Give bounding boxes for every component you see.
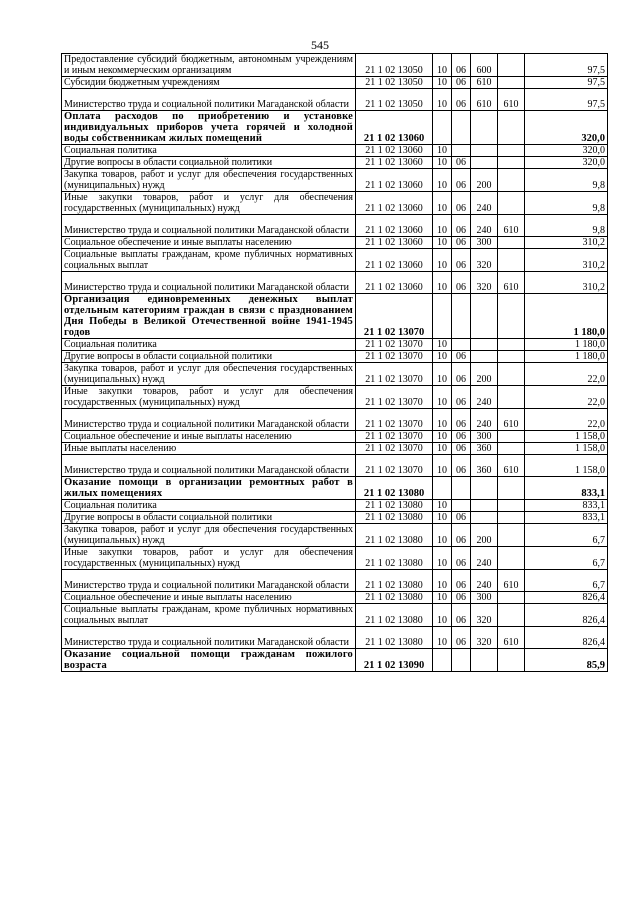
subsection-code-cell [452,339,471,351]
expense-type-code-cell: 200 [471,169,498,192]
section-code-cell: 10 [433,272,452,294]
expense-type-code-cell: 320 [471,627,498,649]
table-row [62,145,608,157]
subsection-code-cell: 06 [452,237,471,249]
expense-type-code-cell [471,512,498,524]
section-code-cell: 10 [433,192,452,215]
table-row [62,627,608,649]
table-row [62,363,608,386]
table-row [62,111,608,145]
administrator-code-cell [498,157,525,169]
section-code-cell [433,477,452,500]
target-code-cell: 21 1 02 13060 [356,145,433,157]
section-code-cell: 10 [433,249,452,272]
table-row [62,604,608,627]
row-name-cell: Предоставление субсидий бюджетным, автономным учреждениям и иным некоммерческим организациям [62,54,356,77]
subsection-code-cell: 06 [452,363,471,386]
section-code-cell [433,111,452,145]
subsection-code-cell: 06 [452,157,471,169]
row-name-cell: Другие вопросы в области социальной политики [62,351,356,363]
table-row [62,157,608,169]
target-code-cell: 21 1 02 13060 [356,169,433,192]
row-name-cell: Министерство труда и социальной политики Магаданской области [62,570,356,592]
section-code-cell: 10 [433,169,452,192]
amount-cell: 1 158,0 [525,443,608,455]
amount-cell: 833,1 [525,512,608,524]
administrator-code-cell: 610 [498,570,525,592]
target-code-cell: 21 1 02 13050 [356,77,433,89]
expense-type-code-cell [471,339,498,351]
administrator-code-cell: 610 [498,89,525,111]
target-code-cell: 21 1 02 13060 [356,111,433,145]
amount-cell: 826,4 [525,604,608,627]
subsection-code-cell [452,145,471,157]
expense-type-code-cell: 320 [471,272,498,294]
administrator-code-cell: 610 [498,272,525,294]
expense-type-code-cell: 240 [471,409,498,431]
amount-cell: 6,7 [525,524,608,547]
row-name-cell: Иные закупки товаров, работ и услуг для обеспечения государственных (муниципальных) нужд [62,547,356,570]
section-code-cell: 10 [433,547,452,570]
expense-type-code-cell [471,157,498,169]
subsection-code-cell: 06 [452,77,471,89]
amount-cell: 6,7 [525,570,608,592]
amount-cell: 22,0 [525,409,608,431]
administrator-code-cell [498,54,525,77]
subsection-code-cell: 06 [452,627,471,649]
table-row [62,351,608,363]
row-name-cell: Закупка товаров, работ и услуг для обеспечения государственных (муниципальных) нужд [62,169,356,192]
table-row [62,339,608,351]
expense-type-code-cell: 300 [471,431,498,443]
target-code-cell: 21 1 02 13080 [356,512,433,524]
subsection-code-cell [452,477,471,500]
administrator-code-cell: 610 [498,627,525,649]
row-name-cell: Министерство труда и социальной политики Магаданской области [62,215,356,237]
administrator-code-cell [498,294,525,339]
administrator-code-cell [498,145,525,157]
row-name-cell: Иные закупки товаров, работ и услуг для обеспечения государственных (муниципальных) нужд [62,192,356,215]
subsection-code-cell: 06 [452,512,471,524]
target-code-cell: 21 1 02 13060 [356,215,433,237]
target-code-cell: 21 1 02 13080 [356,524,433,547]
section-code-cell: 10 [433,409,452,431]
subsection-code-cell: 06 [452,592,471,604]
section-code-cell: 10 [433,524,452,547]
subsection-code-cell: 06 [452,169,471,192]
amount-cell: 9,8 [525,192,608,215]
subsection-code-cell [452,500,471,512]
subsection-code-cell: 06 [452,249,471,272]
table-row [62,455,608,477]
amount-cell: 320,0 [525,145,608,157]
row-name-cell: Оплата расходов по приобретению и установке индивидуальных приборов учета горячей и холодной воды собственникам жилых помещений [62,111,356,145]
subsection-code-cell: 06 [452,89,471,111]
amount-cell: 320,0 [525,157,608,169]
administrator-code-cell [498,111,525,145]
amount-cell: 85,9 [525,649,608,672]
expense-type-code-cell [471,145,498,157]
table-row [62,649,608,672]
administrator-code-cell [498,339,525,351]
amount-cell: 1 180,0 [525,294,608,339]
expense-type-code-cell: 610 [471,77,498,89]
amount-cell: 310,2 [525,237,608,249]
administrator-code-cell [498,477,525,500]
administrator-code-cell [498,192,525,215]
administrator-code-cell [498,500,525,512]
table-row [62,524,608,547]
amount-cell: 1 158,0 [525,431,608,443]
row-name-cell: Министерство труда и социальной политики Магаданской области [62,455,356,477]
subsection-code-cell: 06 [452,604,471,627]
target-code-cell: 21 1 02 13080 [356,604,433,627]
table-row [62,443,608,455]
section-code-cell: 10 [433,157,452,169]
row-name-cell: Закупка товаров, работ и услуг для обеспечения государственных (муниципальных) нужд [62,524,356,547]
table-row [62,570,608,592]
administrator-code-cell [498,649,525,672]
administrator-code-cell [498,524,525,547]
expense-type-code-cell: 240 [471,386,498,409]
section-code-cell: 10 [433,351,452,363]
expense-type-code-cell [471,294,498,339]
table-row [62,409,608,431]
target-code-cell: 21 1 02 13070 [356,431,433,443]
expense-type-code-cell: 200 [471,363,498,386]
section-code-cell: 10 [433,54,452,77]
amount-cell: 9,8 [525,169,608,192]
target-code-cell: 21 1 02 13050 [356,54,433,77]
target-code-cell: 21 1 02 13050 [356,89,433,111]
table-row [62,431,608,443]
section-code-cell: 10 [433,455,452,477]
table-row [62,592,608,604]
budget-table-body [62,54,608,672]
target-code-cell: 21 1 02 13060 [356,157,433,169]
table-row [62,500,608,512]
row-name-cell: Министерство труда и социальной политики Магаданской области [62,627,356,649]
amount-cell: 833,1 [525,500,608,512]
section-code-cell: 10 [433,627,452,649]
subsection-code-cell: 06 [452,455,471,477]
target-code-cell: 21 1 02 13070 [356,455,433,477]
row-name-cell: Социальное обеспечение и иные выплаты населению [62,237,356,249]
amount-cell: 833,1 [525,477,608,500]
section-code-cell: 10 [433,339,452,351]
table-row [62,272,608,294]
row-name-cell: Министерство труда и социальной политики Магаданской области [62,409,356,431]
target-code-cell: 21 1 02 13080 [356,627,433,649]
subsection-code-cell: 06 [452,547,471,570]
target-code-cell: 21 1 02 13090 [356,649,433,672]
expense-type-code-cell [471,477,498,500]
expense-type-code-cell: 200 [471,524,498,547]
target-code-cell: 21 1 02 13060 [356,272,433,294]
administrator-code-cell: 610 [498,215,525,237]
table-row [62,215,608,237]
section-code-cell: 10 [433,431,452,443]
subsection-code-cell [452,294,471,339]
subsection-code-cell: 06 [452,524,471,547]
administrator-code-cell [498,386,525,409]
amount-cell: 97,5 [525,54,608,77]
row-name-cell: Субсидии бюджетным учреждениям [62,77,356,89]
subsection-code-cell: 06 [452,192,471,215]
amount-cell: 22,0 [525,386,608,409]
administrator-code-cell [498,351,525,363]
row-name-cell: Социальное обеспечение и иные выплаты населению [62,592,356,604]
table-row [62,89,608,111]
section-code-cell: 10 [433,604,452,627]
amount-cell: 826,4 [525,627,608,649]
row-name-cell: Министерство труда и социальной политики Магаданской области [62,272,356,294]
amount-cell: 1 180,0 [525,351,608,363]
row-name-cell: Иные закупки товаров, работ и услуг для обеспечения государственных (муниципальных) нужд [62,386,356,409]
row-name-cell: Закупка товаров, работ и услуг для обеспечения государственных (муниципальных) нужд [62,363,356,386]
row-name-cell: Социальное обеспечение и иные выплаты населению [62,431,356,443]
expense-type-code-cell [471,351,498,363]
row-name-cell: Оказание помощи в организации ремонтных работ в жилых помещениях [62,477,356,500]
expense-type-code-cell: 320 [471,249,498,272]
table-row [62,192,608,215]
table-row [62,169,608,192]
table-row [62,477,608,500]
administrator-code-cell [498,547,525,570]
expense-type-code-cell: 600 [471,54,498,77]
target-code-cell: 21 1 02 13060 [356,237,433,249]
amount-cell: 1 158,0 [525,455,608,477]
row-name-cell: Министерство труда и социальной политики Магаданской области [62,89,356,111]
section-code-cell: 10 [433,512,452,524]
budget-table [61,53,608,672]
target-code-cell: 21 1 02 13070 [356,363,433,386]
target-code-cell: 21 1 02 13070 [356,339,433,351]
target-code-cell: 21 1 02 13080 [356,570,433,592]
page-number: 545 [311,38,329,52]
row-name-cell: Другие вопросы в области социальной политики [62,157,356,169]
subsection-code-cell: 06 [452,443,471,455]
amount-cell: 9,8 [525,215,608,237]
subsection-code-cell: 06 [452,215,471,237]
section-code-cell: 10 [433,145,452,157]
target-code-cell: 21 1 02 13060 [356,249,433,272]
expense-type-code-cell: 610 [471,89,498,111]
amount-cell: 6,7 [525,547,608,570]
subsection-code-cell [452,111,471,145]
administrator-code-cell [498,249,525,272]
administrator-code-cell [498,431,525,443]
subsection-code-cell: 06 [452,272,471,294]
amount-cell: 320,0 [525,111,608,145]
administrator-code-cell [498,604,525,627]
target-code-cell: 21 1 02 13070 [356,351,433,363]
amount-cell: 22,0 [525,363,608,386]
row-name-cell: Социальная политика [62,145,356,157]
table-row [62,77,608,89]
subsection-code-cell: 06 [452,386,471,409]
subsection-code-cell: 06 [452,351,471,363]
amount-cell: 310,2 [525,249,608,272]
table-row [62,294,608,339]
administrator-code-cell: 610 [498,455,525,477]
row-name-cell: Организация единовременных денежных выплат отдельным категориям граждан в связи с празднованием Дня Победы в Великой Отечественной войне 1941-1945 годов [62,294,356,339]
table-row [62,547,608,570]
amount-cell: 310,2 [525,272,608,294]
expense-type-code-cell: 300 [471,237,498,249]
row-name-cell: Иные выплаты населению [62,443,356,455]
expense-type-code-cell: 240 [471,547,498,570]
amount-cell: 826,4 [525,592,608,604]
section-code-cell: 10 [433,500,452,512]
target-code-cell: 21 1 02 13070 [356,294,433,339]
administrator-code-cell [498,512,525,524]
section-code-cell: 10 [433,363,452,386]
section-code-cell [433,294,452,339]
administrator-code-cell [498,443,525,455]
row-name-cell: Социальная политика [62,500,356,512]
subsection-code-cell [452,649,471,672]
section-code-cell: 10 [433,89,452,111]
expense-type-code-cell: 240 [471,570,498,592]
administrator-code-cell [498,363,525,386]
row-name-cell: Социальная политика [62,339,356,351]
row-name-cell: Социальные выплаты гражданам, кроме публичных нормативных социальных выплат [62,249,356,272]
section-code-cell: 10 [433,386,452,409]
amount-cell: 97,5 [525,77,608,89]
table-row [62,386,608,409]
amount-cell: 97,5 [525,89,608,111]
table-row [62,249,608,272]
subsection-code-cell: 06 [452,570,471,592]
expense-type-code-cell [471,111,498,145]
table-row [62,237,608,249]
target-code-cell: 21 1 02 13060 [356,192,433,215]
expense-type-code-cell [471,500,498,512]
administrator-code-cell [498,237,525,249]
section-code-cell [433,649,452,672]
subsection-code-cell: 06 [452,54,471,77]
administrator-code-cell [498,77,525,89]
target-code-cell: 21 1 02 13070 [356,409,433,431]
expense-type-code-cell: 360 [471,455,498,477]
expense-type-code-cell [471,649,498,672]
target-code-cell: 21 1 02 13080 [356,477,433,500]
target-code-cell: 21 1 02 13080 [356,500,433,512]
subsection-code-cell: 06 [452,431,471,443]
expense-type-code-cell: 240 [471,215,498,237]
table-row [62,54,608,77]
section-code-cell: 10 [433,592,452,604]
target-code-cell: 21 1 02 13070 [356,443,433,455]
target-code-cell: 21 1 02 13070 [356,386,433,409]
expense-type-code-cell: 300 [471,592,498,604]
target-code-cell: 21 1 02 13080 [356,547,433,570]
section-code-cell: 10 [433,570,452,592]
subsection-code-cell: 06 [452,409,471,431]
section-code-cell: 10 [433,77,452,89]
expense-type-code-cell: 360 [471,443,498,455]
administrator-code-cell [498,592,525,604]
row-name-cell: Социальные выплаты гражданам, кроме публичных нормативных социальных выплат [62,604,356,627]
row-name-cell: Оказание социальной помощи гражданам пожилого возраста [62,649,356,672]
amount-cell: 1 180,0 [525,339,608,351]
administrator-code-cell: 610 [498,409,525,431]
table-row [62,512,608,524]
section-code-cell: 10 [433,237,452,249]
expense-type-code-cell: 320 [471,604,498,627]
section-code-cell: 10 [433,215,452,237]
section-code-cell: 10 [433,443,452,455]
expense-type-code-cell: 240 [471,192,498,215]
row-name-cell: Другие вопросы в области социальной политики [62,512,356,524]
administrator-code-cell [498,169,525,192]
target-code-cell: 21 1 02 13080 [356,592,433,604]
